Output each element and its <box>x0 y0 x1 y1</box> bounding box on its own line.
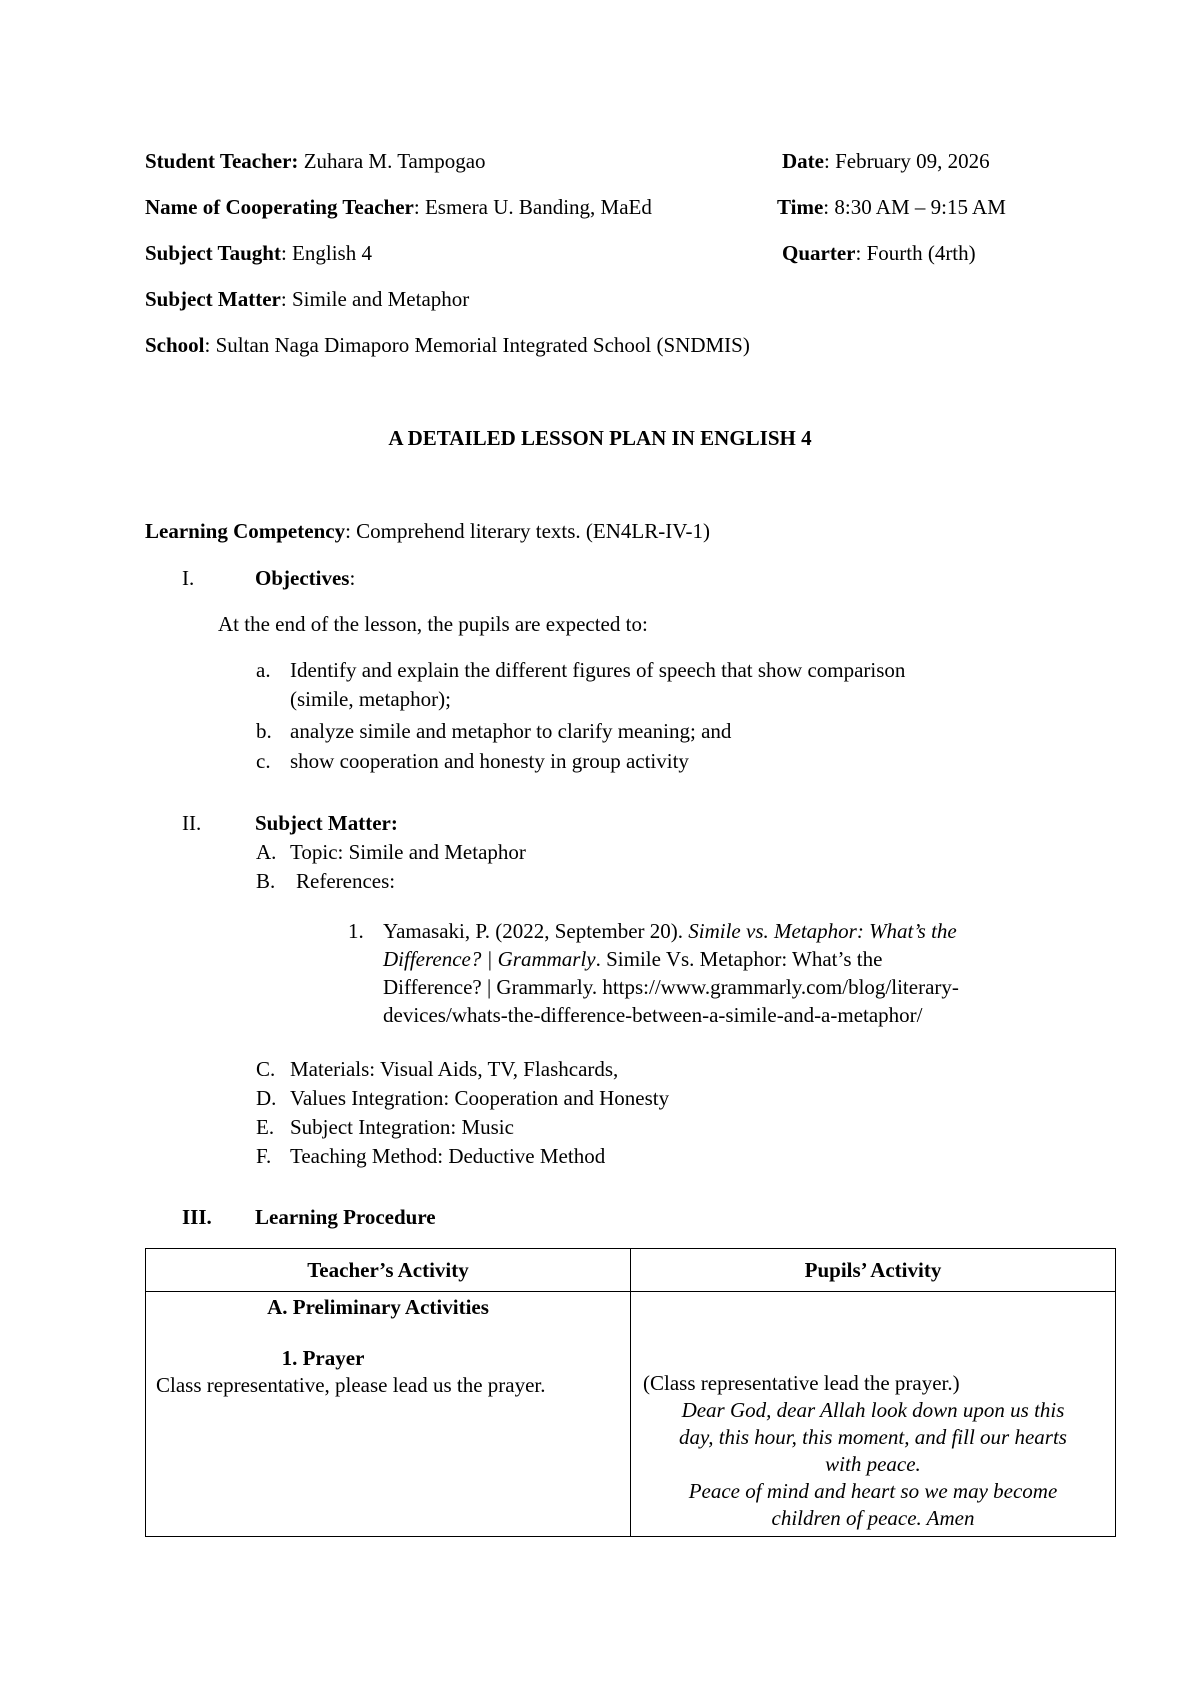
school-value: : Sultan Naga Dimaporo Memorial Integrated School (SNDMIS) <box>204 333 750 357</box>
reference-title-part1: Simile vs. Metaphor: What’s the <box>688 919 957 943</box>
prayer-line: with peace. <box>825 1452 921 1476</box>
cooperating-teacher-value: : Esmera U. Banding, MaEd <box>413 195 652 219</box>
objective-marker-a: a. <box>256 658 271 682</box>
reference-line-3: Difference? | Grammarly. https://www.grammarly.com/blog/literary- <box>383 975 959 999</box>
table-row <box>146 1292 1116 1537</box>
subject-matter-value: : Simile and Metaphor <box>280 287 470 311</box>
objectives-heading <box>255 565 355 591</box>
date-label: Date <box>782 149 824 173</box>
teacher-activity-cell <box>146 1292 631 1537</box>
objective-a-line2: (simile, metaphor); <box>290 687 451 711</box>
learning-competency <box>145 518 710 544</box>
subject-taught-label: Subject Taught <box>145 241 281 265</box>
school-label: School <box>145 333 205 357</box>
student-teacher-label: Student Teacher: <box>145 149 299 173</box>
objective-a-line1: Identify and explain the different figures of speech that show comparison <box>290 658 906 682</box>
teacher-activity-header: Teacher’s Activity <box>146 1249 631 1292</box>
pupil-note: (Class representative lead the prayer.) <box>643 1371 960 1395</box>
cooperating-teacher-label: Name of Cooperating Teacher <box>145 195 414 219</box>
subject-matter-line <box>145 286 469 312</box>
objective-c-text: show cooperation and honesty in group activity <box>290 749 689 773</box>
learning-procedure-table <box>145 1248 1116 1537</box>
time-line <box>777 194 1006 220</box>
reference-number: 1. <box>348 919 364 943</box>
materials-text: Materials: Visual Aids, TV, Flashcards, <box>290 1057 619 1081</box>
reference-line-1 <box>383 918 957 944</box>
quarter-label: Quarter <box>782 241 856 265</box>
subject-matter-label: Subject Matter <box>145 287 281 311</box>
pupils-activity-header: Pupils’ Activity <box>631 1249 1116 1292</box>
integration-text: Subject Integration: Music <box>290 1115 514 1139</box>
topic-marker: A. <box>256 840 277 864</box>
objectives-intro: At the end of the lesson, the pupils are expected to: <box>218 612 648 636</box>
references-text: References: <box>296 869 396 893</box>
quarter-line <box>782 240 976 266</box>
reference-author: Yamasaki, P. (2022, September 20). <box>383 919 689 943</box>
values-marker: D. <box>256 1086 277 1110</box>
procedure-heading: Learning Procedure <box>255 1205 436 1229</box>
teacher-prayer-text: Class representative, please lead us the prayer. <box>156 1373 546 1397</box>
reference-title-part2: Difference? | Grammarly <box>383 947 596 971</box>
subject-taught-value: : English 4 <box>280 241 372 265</box>
subject-matter-numeral: II. <box>182 811 202 835</box>
reference-line-2 <box>383 946 882 972</box>
subject-taught-line <box>145 240 372 266</box>
values-text: Values Integration: Cooperation and Honesty <box>290 1086 670 1110</box>
time-value: : 8:30 AM – 9:15 AM <box>823 195 1006 219</box>
integration-marker: E. <box>256 1115 275 1139</box>
prayer-line: children of peace. Amen <box>771 1506 975 1530</box>
student-teacher-value: Zuhara M. Tampogao <box>298 149 486 173</box>
prayer-heading: 1. Prayer <box>281 1346 365 1370</box>
preliminary-heading: A. Preliminary Activities <box>267 1295 489 1319</box>
prayer-line: day, this hour, this moment, and fill our hearts <box>679 1425 1067 1449</box>
materials-marker: C. <box>256 1057 276 1081</box>
method-marker: F. <box>256 1144 272 1168</box>
competency-value: : Comprehend literary texts. (EN4LR-IV-1) <box>345 519 710 543</box>
subject-matter-heading: Subject Matter: <box>255 811 398 835</box>
prayer-line: Dear God, dear Allah look down upon us this <box>681 1398 1065 1422</box>
objectives-colon: : <box>349 566 356 590</box>
time-label: Time <box>777 195 824 219</box>
prayer-line: Peace of mind and heart so we may become <box>688 1479 1058 1503</box>
competency-label: Learning Competency <box>145 519 346 543</box>
reference-site: . Simile Vs. Metaphor: What’s the <box>595 947 883 971</box>
objectives-heading-text: Objectives <box>255 566 350 590</box>
school-line <box>145 332 750 358</box>
references-marker: B. <box>256 869 276 893</box>
table-header-row <box>146 1249 1116 1292</box>
reference-line-4: devices/whats-the-difference-between-a-simile-and-a-metaphor/ <box>383 1003 923 1027</box>
document-title: A DETAILED LESSON PLAN IN ENGLISH 4 <box>388 426 812 450</box>
method-text: Teaching Method: Deductive Method <box>290 1144 606 1168</box>
date-line <box>782 148 990 174</box>
date-value: : February 09, 2026 <box>823 149 990 173</box>
pupils-activity-cell <box>631 1292 1116 1537</box>
cooperating-teacher-line <box>145 194 652 220</box>
quarter-value: : Fourth (4rth) <box>855 241 976 265</box>
procedure-numeral: III. <box>182 1205 212 1229</box>
objective-marker-c: c. <box>256 749 271 773</box>
topic-text: Topic: Simile and Metaphor <box>290 840 526 864</box>
objective-marker-b: b. <box>256 719 272 743</box>
objective-b-text: analyze simile and metaphor to clarify meaning; and <box>290 719 732 743</box>
objectives-numeral: I. <box>182 566 195 590</box>
student-teacher-line <box>145 148 486 174</box>
